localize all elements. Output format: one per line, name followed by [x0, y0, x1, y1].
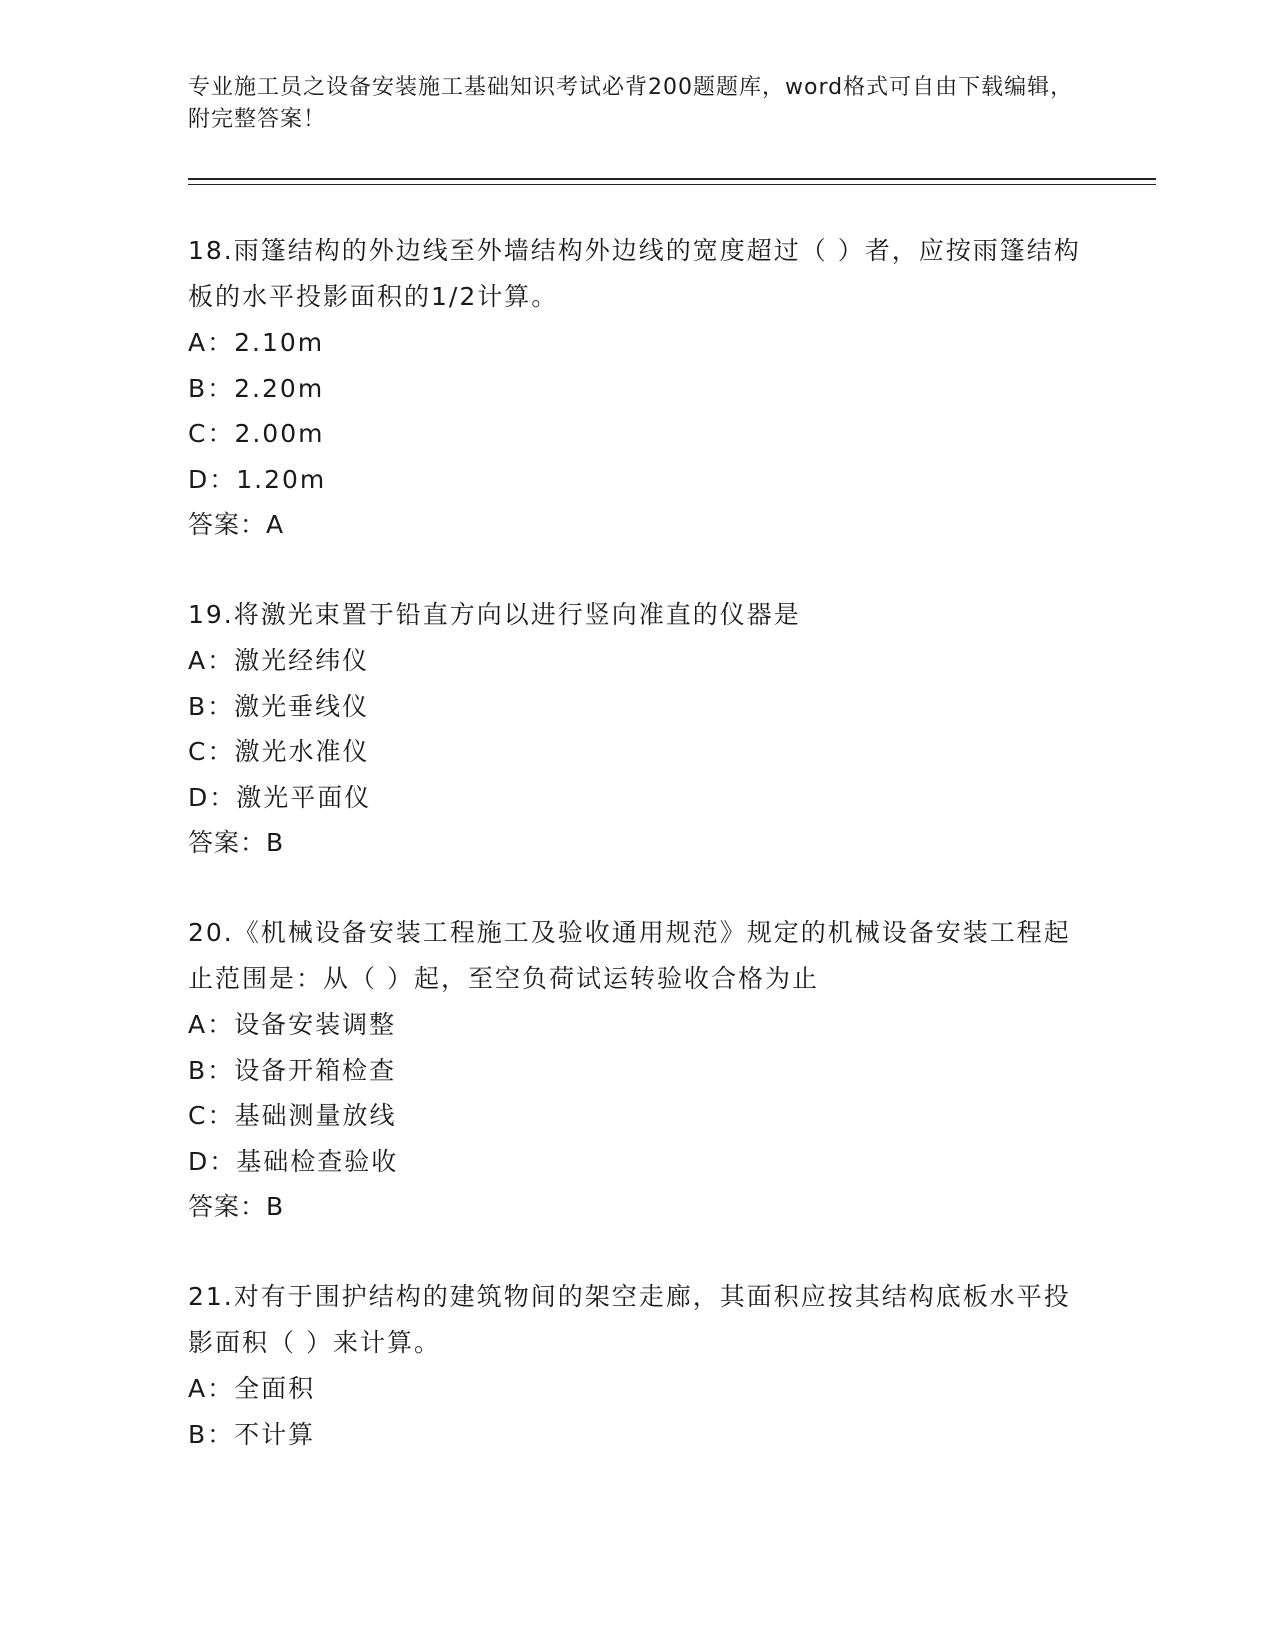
option-b: B：激光垂线仪: [188, 691, 370, 721]
option-a: A：设备安装调整: [188, 1010, 397, 1039]
option-d: D：激光平面仪: [188, 782, 372, 812]
answer: 答案：A: [188, 510, 285, 539]
answer: 答案：B: [188, 1192, 285, 1221]
question-20: [188, 910, 1088, 1230]
option-a: A：2.10m: [188, 328, 325, 357]
option-c: C：基础测量放线: [188, 1101, 397, 1130]
option-b: B：2.20m: [188, 373, 325, 403]
option-c: C：激光水准仪: [188, 737, 370, 766]
question-21: [188, 1274, 1088, 1457]
option-d: D：1.20m: [188, 464, 327, 494]
option-a: A：激光经纬仪: [188, 646, 370, 675]
option-b: B：设备开箱检查: [188, 1055, 397, 1085]
option-a: A：全面积: [188, 1374, 316, 1403]
header-divider-thin: [188, 184, 1156, 185]
document-header: 专业施工员之设备安装施工基础知识考试必背200题题库，word格式可自由下载编辑，附完整答案！: [188, 75, 1074, 132]
answer: 答案：B: [188, 828, 285, 857]
option-d: D：基础检查验收: [188, 1146, 399, 1176]
question-19: [188, 592, 1088, 866]
question-text: 19.将激光束置于铅直方向以进行竖向准直的仪器是: [188, 600, 801, 629]
header-divider-thick: [188, 178, 1156, 180]
question-text: 18.雨篷结构的外边线至外墙结构外边线的宽度超过（ ）者，应按雨篷结构板的水平投影面积的1/2计算。: [188, 236, 1081, 311]
question-text: 20.《机械设备安装工程施工及验收通用规范》规定的机械设备安装工程起止范围是：从（ ）起，至空负荷试运转验收合格为止: [188, 918, 1071, 993]
question-text: 21.对有于围护结构的建筑物间的架空走廊，其面积应按其结构底板水平投影面积（ ）来计算。: [188, 1282, 1071, 1357]
question-18: [188, 228, 1088, 548]
question-list: [188, 228, 1088, 1501]
option-c: C：2.00m: [188, 419, 325, 448]
option-b: B：不计算: [188, 1419, 316, 1449]
